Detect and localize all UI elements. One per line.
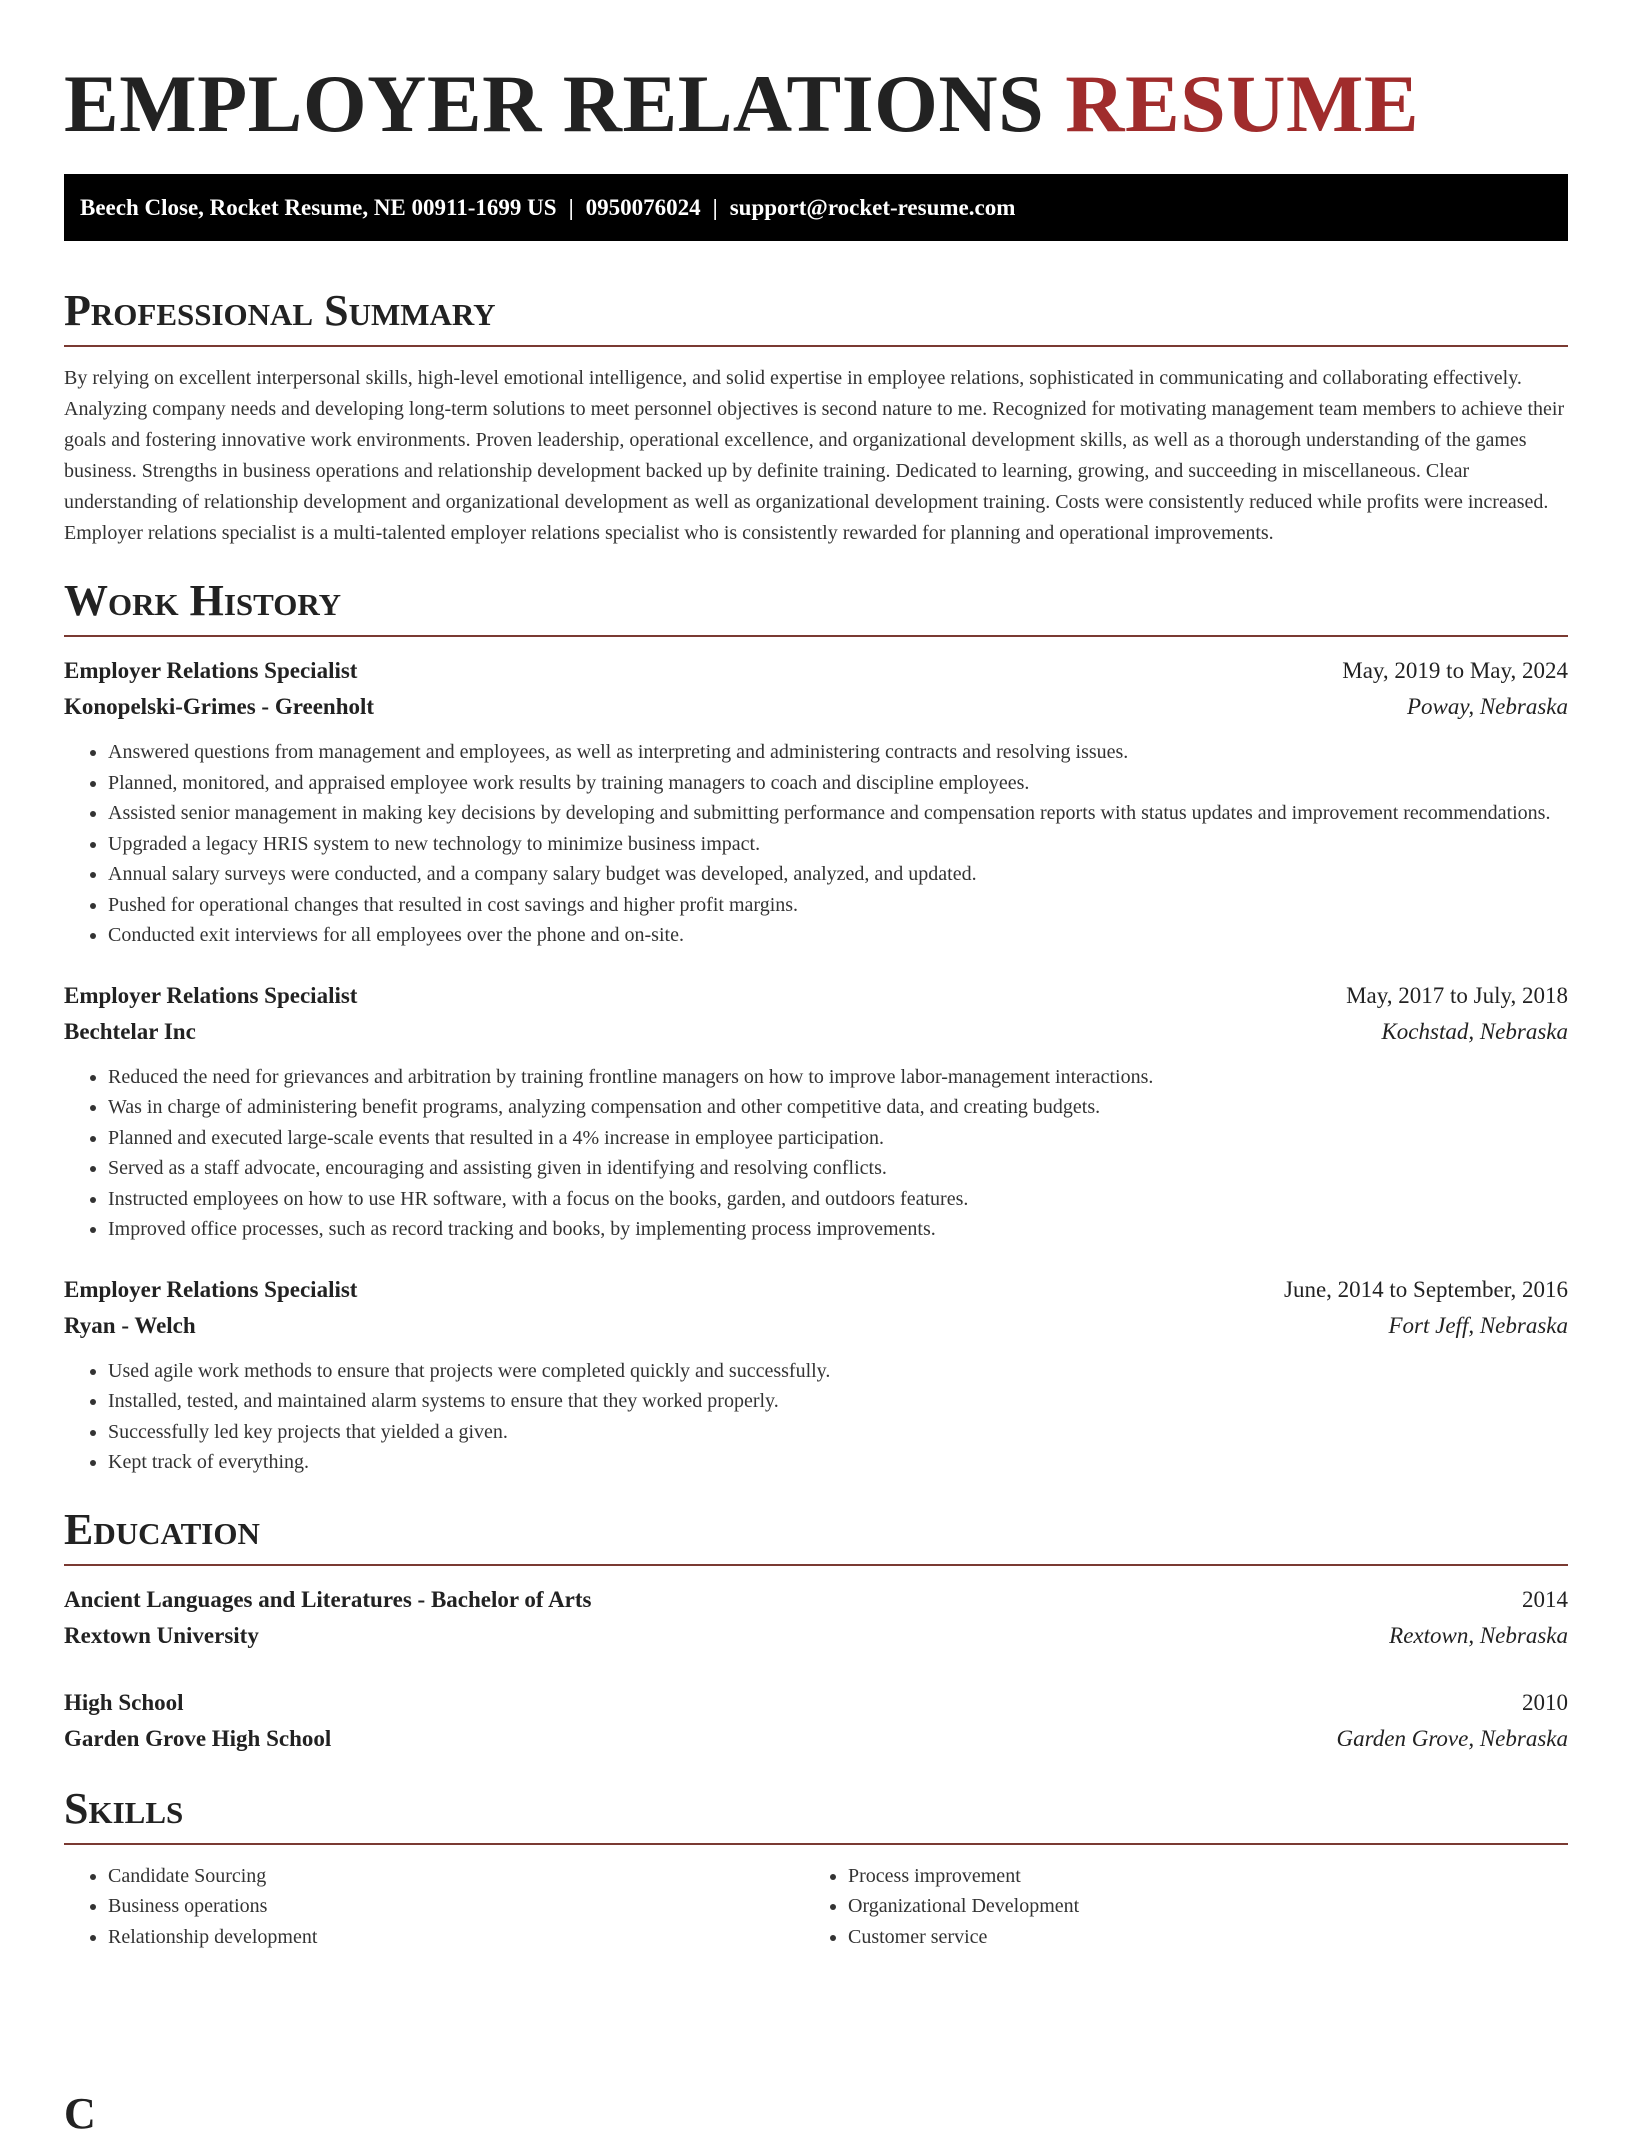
education-year: 2010: [1522, 1689, 1568, 1715]
education-section: [64, 1502, 1568, 1757]
education-degree: High School: [64, 1689, 184, 1715]
job-dates: May, 2019 to May, 2024: [1342, 658, 1568, 683]
skills-section: [64, 1781, 1568, 1953]
contact-email: support@rocket-resume.com: [729, 195, 1016, 220]
job-header: [64, 1272, 1568, 1308]
job-bullet: • Improved office processes, such as record tracking and books, by implementing process improvements.: [108, 1214, 1568, 1245]
job-entry: [64, 1272, 1568, 1478]
education-header: [64, 1685, 1568, 1721]
skill-item: • Organizational Development: [848, 1891, 1544, 1922]
job-location: Poway, Nebraska: [1407, 694, 1568, 719]
contact-phone: 0950076024: [585, 195, 701, 220]
job-location: Fort Jeff, Nebraska: [1388, 1312, 1568, 1338]
section-title-work: Work History: [64, 573, 1568, 637]
job-entry: [64, 978, 1568, 1245]
job-bullet: • Conducted exit interviews for all employees over the phone and on-site.: [108, 920, 1568, 951]
section-title-education: Education: [64, 1502, 1568, 1566]
job-title: Employer Relations Specialist: [64, 982, 358, 1008]
job-bullet: • Planned, monitored, and appraised employee work results by training managers to coach and discipline employees.: [108, 768, 1568, 799]
job-subheader: [64, 1308, 1568, 1344]
job-bullets: [64, 1356, 1568, 1478]
skill-item: • Candidate Sourcing: [108, 1861, 804, 1892]
job-bullets: [64, 737, 1568, 951]
job-bullet: • Used agile work methods to ensure that projects were completed quickly and successfully.: [108, 1356, 1568, 1387]
summary-section: [64, 283, 1568, 549]
job-bullet: • Upgraded a legacy HRIS system to new technology to minimize business impact.: [108, 829, 1568, 860]
job-bullet: • Reduced the need for grievances and arbitration by training frontline managers on how to improve labor-management interactions.: [108, 1062, 1568, 1093]
job-subheader: [64, 689, 1568, 725]
job-dates: June, 2014 to September, 2016: [1284, 1276, 1568, 1302]
title-main: EMPLOYER RELATIONS: [64, 58, 1045, 149]
job-bullet: • Served as a staff advocate, encouraging and assisting given in identifying and resolving conflicts.: [108, 1153, 1568, 1184]
skills-list-left: [64, 1861, 804, 1953]
job-bullet: • Installed, tested, and maintained alarm systems to ensure that they worked properly.: [108, 1386, 1568, 1417]
education-year: 2014: [1522, 1586, 1568, 1612]
job-subheader: [64, 1014, 1568, 1050]
work-section: [64, 573, 1568, 1478]
education-subheader: [64, 1721, 1568, 1757]
education-degree: Ancient Languages and Literatures - Bachelor of Arts: [64, 1586, 592, 1612]
job-title: Employer Relations Specialist: [64, 658, 358, 683]
education-entry: [64, 1582, 1568, 1654]
next-section-title-cut: C: [64, 2089, 96, 2138]
job-bullet: • Instructed employees on how to use HR software, with a focus on the books, garden, and outdoors features.: [108, 1184, 1568, 1215]
section-title-skills: Skills: [64, 1781, 1568, 1845]
job-bullet: • Kept track of everything.: [108, 1447, 1568, 1478]
education-header: [64, 1582, 1568, 1618]
job-bullet: • Successfully led key projects that yielded a given.: [108, 1417, 1568, 1448]
resume-page: [64, 0, 1568, 1952]
job-bullets: [64, 1062, 1568, 1245]
summary-text: By relying on excellent interpersonal skills, high-level emotional intelligence, and solid expertise in employee relations, sophisticated in communicating and collaborating effectively. Analyzing company needs and developing long-term solutions to meet personnel objectives is second nature to me. Recognized for motivating management team members to achieve their goals and fostering innovative work environments. Proven leadership, operational excellence, and organizational development skills, as well as a thorough understanding of the games business. Strengths in business operations and relationship development backed up by definite training. Dedicated to learning, growing, and succeeding in miscellaneous. Clear understanding of relationship development and organizational development as well as organizational development training. Costs were consistently reduced while profits were increased. Employer relations specialist is a multi-talented employer relations specialist who is consistently rewarded for planning and operational improvements.: [64, 367, 1565, 544]
skill-item: • Business operations: [108, 1891, 804, 1922]
contact-address: Beech Close, Rocket Resume, NE 00911-1699 US: [80, 195, 557, 220]
skill-item: • Customer service: [848, 1922, 1544, 1953]
education-location: Garden Grove, Nebraska: [1336, 1725, 1568, 1751]
job-bullet: • Pushed for operational changes that resulted in cost savings and higher profit margins.: [108, 890, 1568, 921]
contact-bar: [64, 174, 1568, 241]
job-company: Konopelski-Grimes - Greenholt: [64, 694, 375, 719]
education-subheader: [64, 1618, 1568, 1654]
contact-separator: |: [568, 195, 574, 220]
job-company: Bechtelar Inc: [64, 1018, 196, 1044]
skills-columns: [64, 1861, 1568, 1953]
contact-separator: |: [712, 195, 718, 220]
job-location: Kochstad, Nebraska: [1381, 1018, 1568, 1044]
education-location: Rextown, Nebraska: [1389, 1622, 1568, 1648]
job-bullet: • Annual salary surveys were conducted, and a company salary budget was developed, analyzed, and updated.: [108, 859, 1568, 890]
job-bullet: • Assisted senior management in making key decisions by developing and submitting performance and compensation reports with status updates and improvement recommendations.: [108, 798, 1568, 829]
skill-item: • Relationship development: [108, 1922, 804, 1953]
resume-title: [64, 0, 1568, 152]
education-school: Rextown University: [64, 1622, 259, 1648]
title-accent: RESUME: [1065, 58, 1420, 149]
education-entry: [64, 1685, 1568, 1757]
job-bullet: • Planned and executed large-scale events that resulted in a 4% increase in employee participation.: [108, 1123, 1568, 1154]
job-title: Employer Relations Specialist: [64, 1276, 358, 1302]
job-bullet: • Answered questions from management and employees, as well as interpreting and administering contracts and resolving issues.: [108, 737, 1568, 768]
job-dates: May, 2017 to July, 2018: [1346, 982, 1568, 1008]
job-company: Ryan - Welch: [64, 1312, 196, 1338]
skills-list-right: [804, 1861, 1544, 1953]
job-header: [64, 653, 1568, 689]
skill-item: • Process improvement: [848, 1861, 1544, 1892]
job-bullet: • Was in charge of administering benefit programs, analyzing compensation and other competitive data, and creating budgets.: [108, 1092, 1568, 1123]
education-school: Garden Grove High School: [64, 1725, 332, 1751]
job-entry: [64, 653, 1568, 951]
section-title-summary: Professional Summary: [64, 283, 1568, 347]
job-header: [64, 978, 1568, 1014]
